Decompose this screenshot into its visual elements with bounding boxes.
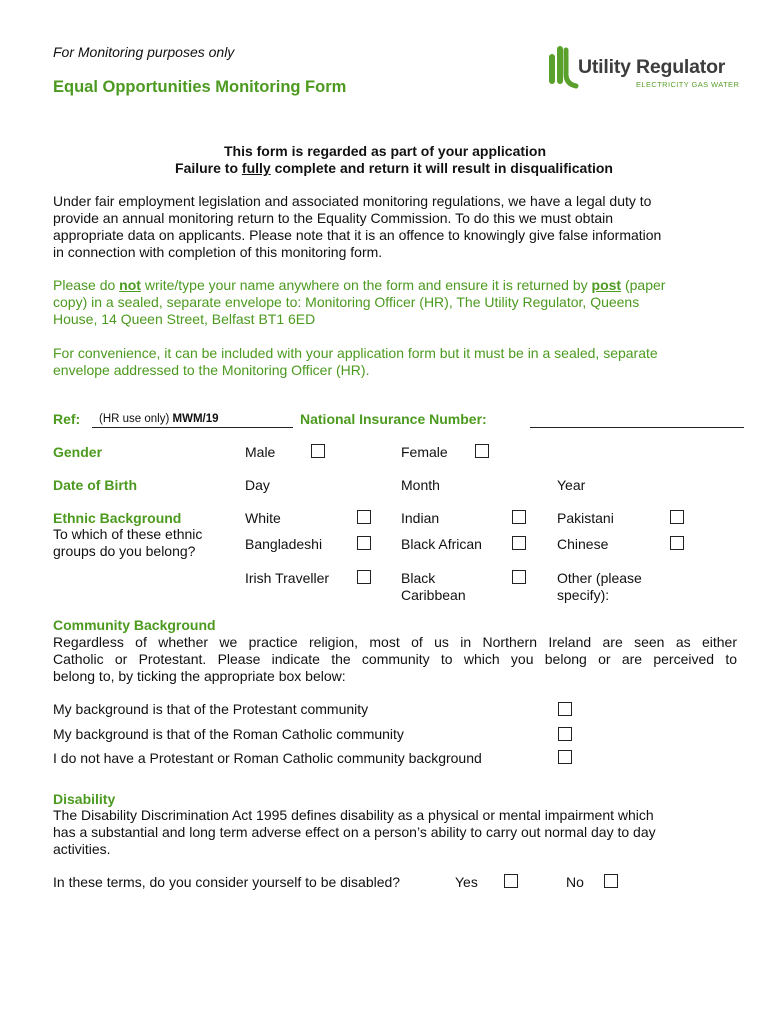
ethnic-irish-traveller-label: Irish Traveller [245,570,330,586]
ref-code: MWM/19 [172,413,219,425]
ref-label: Ref: [53,411,81,427]
disability-line: The Disability Discrimination Act 1995 defines disability as a physical or mental impairment which [53,807,654,823]
instr-line: copy) in a sealed, separate envelope to: Monitoring Officer (HR), The Utility Regulator, Queens [53,294,640,310]
ethnic-black-african-checkbox[interactable] [512,536,526,550]
convenience-line: For convenience, it can be included with your application form but it must be in a sealed, separate [53,345,658,361]
notice-line-2 [0,160,770,176]
disability-line: has a substantial and long term adverse effect on a person’s ability to carry out normal day to day [53,824,656,840]
instr-post: post [591,277,622,293]
ethnic-pakistani-label: Pakistani [557,510,614,526]
ethnic-chinese-label: Chinese [557,536,609,552]
ref-underline [92,427,293,428]
disability-heading: Disability [53,791,116,807]
other-line: Other (please [557,570,642,586]
instr-seg: Please do [53,277,120,293]
monitoring-note: For Monitoring purposes only [53,44,235,60]
instr-seg: write/type your name anywhere on the form and ensure it is returned by [140,277,592,293]
ethnic-black-caribbean-label [401,570,466,604]
notice-line-1: This form is regarded as part of your application [223,143,547,159]
gender-female-checkbox[interactable] [475,444,489,458]
ref-field [99,413,219,425]
ethnic-black-caribbean-checkbox[interactable] [512,570,526,584]
other-line: specify): [557,587,610,603]
intro-line: provide an annual monitoring return to the Equality Commission. To do this we must obtain [53,210,614,226]
disability-line: activities. [53,841,111,857]
ethnic-black-african-label: Black African [401,536,482,552]
utility-regulator-logo-icon [549,44,579,90]
ethnic-pakistani-checkbox[interactable] [670,510,684,524]
gender-female-label: Female [401,444,448,460]
ethnic-question-line: groups do you belong? [53,543,196,559]
community-protestant-checkbox[interactable] [558,702,572,716]
ref-hr-use: (HR use only) [99,413,170,425]
black-caribbean-line: Caribbean [401,587,466,603]
disability-no-label: No [566,874,584,890]
disability-no-checkbox[interactable] [604,874,618,888]
ethnic-white-checkbox[interactable] [357,510,371,524]
gender-male-label: Male [245,444,276,460]
disability-question: In these terms, do you consider yourself to be disabled? [53,874,401,890]
ethnic-irish-traveller-checkbox[interactable] [357,570,371,584]
return-instructions [53,277,743,328]
ethnic-question-line: To which of these ethnic [53,526,203,542]
community-option-catholic: My background is that of the Roman Catholic community [53,726,404,742]
ni-number-field[interactable] [530,427,744,428]
form-title: Equal Opportunities Monitoring Form [53,78,347,96]
ethnic-chinese-checkbox[interactable] [670,536,684,550]
notice-pre: Failure to [175,160,242,176]
ethnic-indian-label: Indian [401,510,440,526]
disability-paragraph [53,807,743,858]
notice-post: complete and return it will result in disqualification [270,160,613,176]
intro-line: appropriate data on applicants. Please note that it is an offence to knowingly give false information [53,227,662,243]
instr-not: not [119,277,141,293]
ethnic-indian-checkbox[interactable] [512,510,526,524]
community-line: Regardless of whether we practice religion, most of us in Northern Ireland are seen as either [53,634,737,650]
disability-yes-label: Yes [455,874,478,890]
community-heading: Community Background [53,617,216,633]
notice-emphasis: fully [241,160,271,176]
ethnic-bangladeshi-checkbox[interactable] [357,536,371,550]
black-caribbean-line: Black [401,570,436,586]
ethnic-question [53,526,202,560]
instr-line: House, 14 Queen Street, Belfast BT1 6ED [53,311,316,327]
intro-line: in connection with completion of this monitoring form. [53,244,383,260]
gender-label: Gender [53,444,103,460]
instr-seg: (paper [621,277,666,293]
intro-line: Under fair employment legislation and associated monitoring regulations, we have a legal duty to [53,193,652,209]
community-option-protestant: My background is that of the Protestant community [53,701,369,717]
convenience-line: envelope addressed to the Monitoring Officer (HR). [53,362,370,378]
ethnic-bangladeshi-label: Bangladeshi [245,536,323,552]
logo-name: Utility Regulator [578,56,726,78]
intro-paragraph [53,193,743,261]
dob-day-label: Day [245,477,270,493]
logo-tagline: ELECTRICITY GAS WATER [636,80,740,89]
community-paragraph [53,634,737,685]
ni-label: National Insurance Number: [300,411,487,427]
ethnic-label: Ethnic Background [53,510,182,526]
dob-label: Date of Birth [53,477,137,493]
dob-month-label: Month [401,477,440,493]
convenience-note [53,345,743,379]
dob-year-label: Year [557,477,586,493]
community-catholic-checkbox[interactable] [558,727,572,741]
ethnic-other-label [557,570,642,604]
disability-yes-checkbox[interactable] [504,874,518,888]
community-neither-checkbox[interactable] [558,750,572,764]
community-line: Catholic or Protestant. Please indicate the community to which you belong or are perceived to [53,651,737,667]
community-line: belong to, by ticking the appropriate box below: [53,668,346,684]
gender-male-checkbox[interactable] [311,444,325,458]
ethnic-white-label: White [245,510,281,526]
community-option-neither: I do not have a Protestant or Roman Catholic community background [53,750,482,766]
